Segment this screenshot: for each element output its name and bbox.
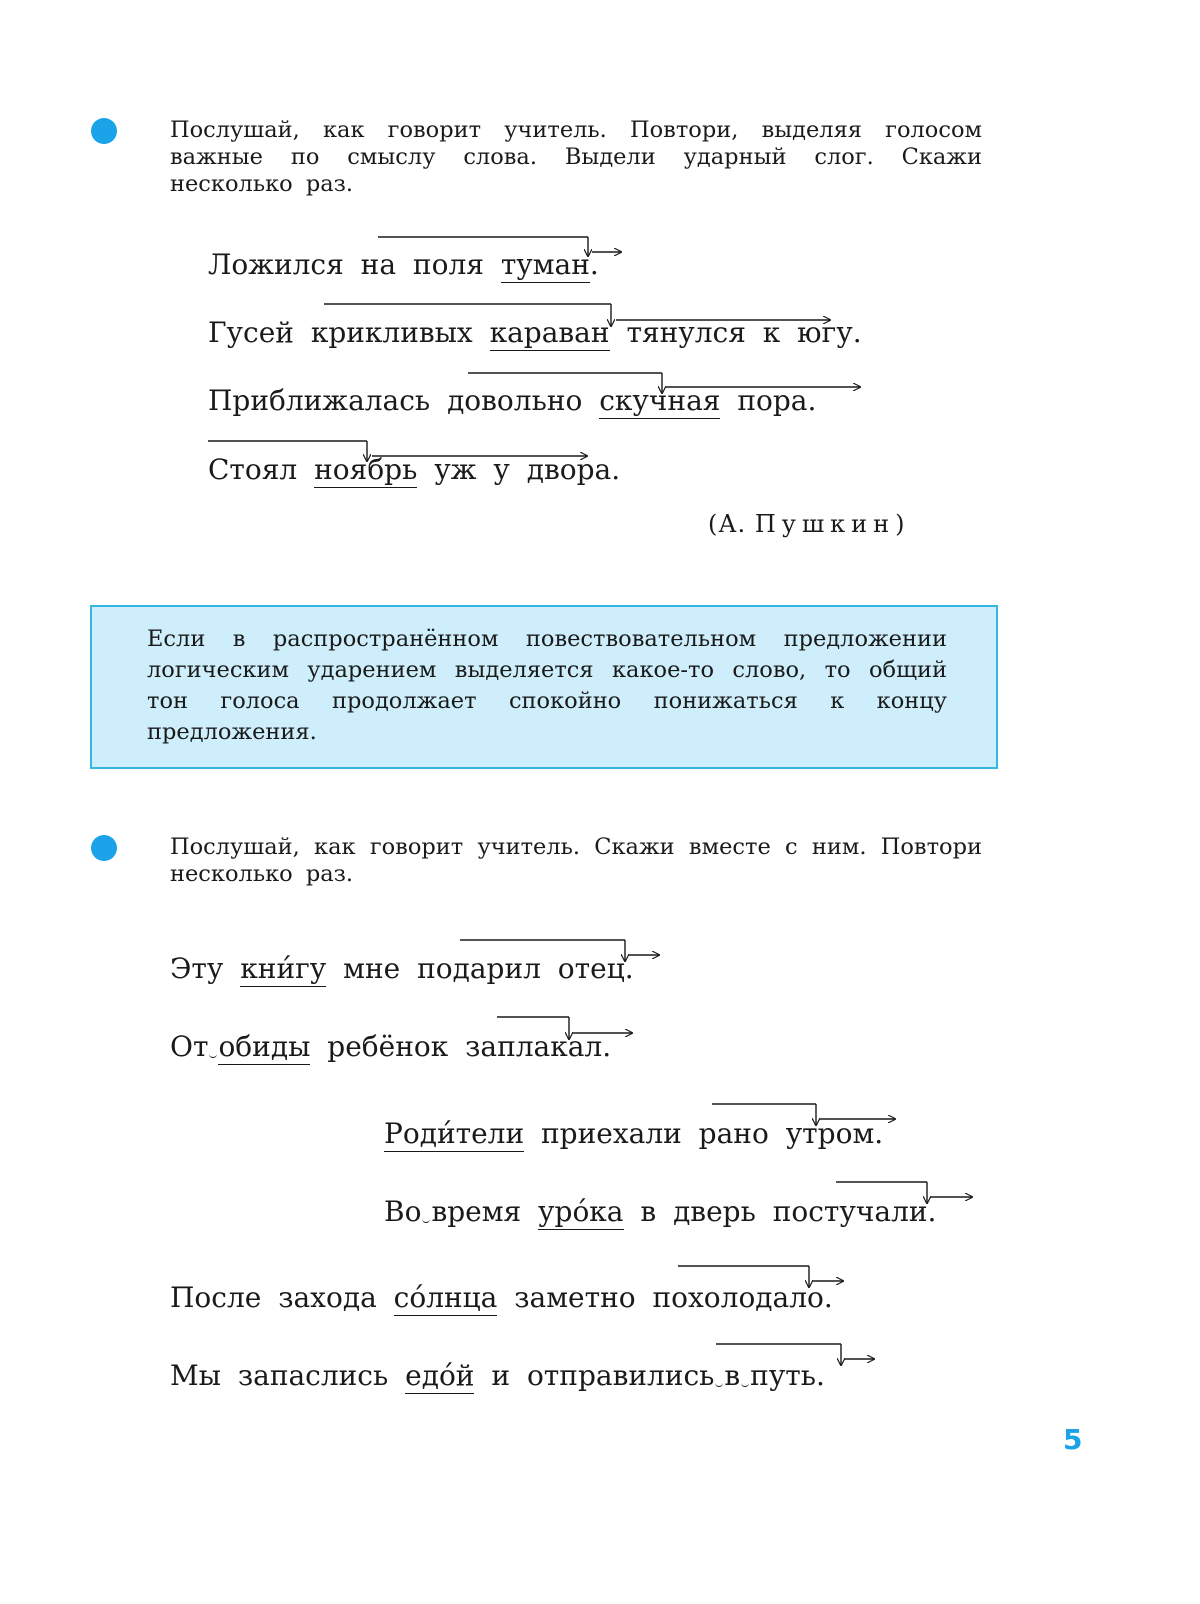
sentence-6: Мы запаслись едо́й и отправились в путь.: [170, 1359, 825, 1392]
stressed-word: кни́гу: [240, 952, 327, 985]
stressed-word: со́лнца: [393, 1281, 498, 1314]
intonation-mark: [468, 373, 860, 393]
exercise-1-instruction: Послушай, как говорит учитель. Повтори, выделяя голосом важные по смыслу слова. Выдели ударный слог. Скажи несколько раз.: [170, 117, 982, 197]
intonation-mark: [712, 1104, 895, 1125]
intonation-mark: [324, 304, 830, 326]
rule-text: Если в распространённом повествовательном предложении логическим ударением выделяется какое-то слово, то общий тон голоса продолжает спокойно понижаться к концу предложения.: [147, 626, 947, 745]
intonation-mark: [460, 940, 659, 961]
sentence-4: Во время уро́ка в дверь постучали.: [384, 1195, 937, 1228]
poem-author: (А. Пушкин): [708, 510, 911, 538]
exercise-2-instruction: Послушай, как говорит учитель. Скажи вместе с ним. Повтори несколько раз.: [170, 834, 982, 887]
poem-line-4: Стоял ноябрь уж у двора.: [208, 453, 621, 486]
intonation-mark: [378, 237, 621, 256]
intonation-mark: [208, 441, 587, 461]
stressed-word: Роди́тели: [384, 1117, 525, 1150]
poem-line-3: Приближалась довольно скучная пора.: [208, 384, 817, 417]
stressed-word: ноябрь: [314, 453, 418, 486]
sentence-5: После захода со́лнца заметно похолодало.: [170, 1281, 833, 1314]
stressed-word: обиды: [218, 1030, 311, 1063]
sentence-3: Роди́тели приехали рано утром.: [384, 1117, 884, 1150]
stressed-word: караван: [489, 316, 610, 349]
stressed-word: едо́й: [405, 1359, 475, 1392]
poem-line-2: Гусей крикливых караван тянулся к югу.: [208, 316, 862, 349]
poem-line-1: Ложился на поля туман.: [208, 248, 599, 281]
sentence-2: От обиды ребёнок заплакал.: [170, 1030, 612, 1063]
intonation-mark: [497, 1017, 632, 1039]
intonation-mark: [716, 1344, 874, 1365]
stressed-word: скучная: [599, 384, 721, 417]
stressed-word: туман: [500, 248, 590, 281]
intonation-mark: [836, 1182, 972, 1203]
stressed-word: уро́ка: [538, 1195, 624, 1228]
sentence-1: Эту кни́гу мне подарил отец.: [170, 952, 634, 985]
page-number: 5: [1063, 1423, 1083, 1456]
intonation-mark: [678, 1266, 843, 1287]
